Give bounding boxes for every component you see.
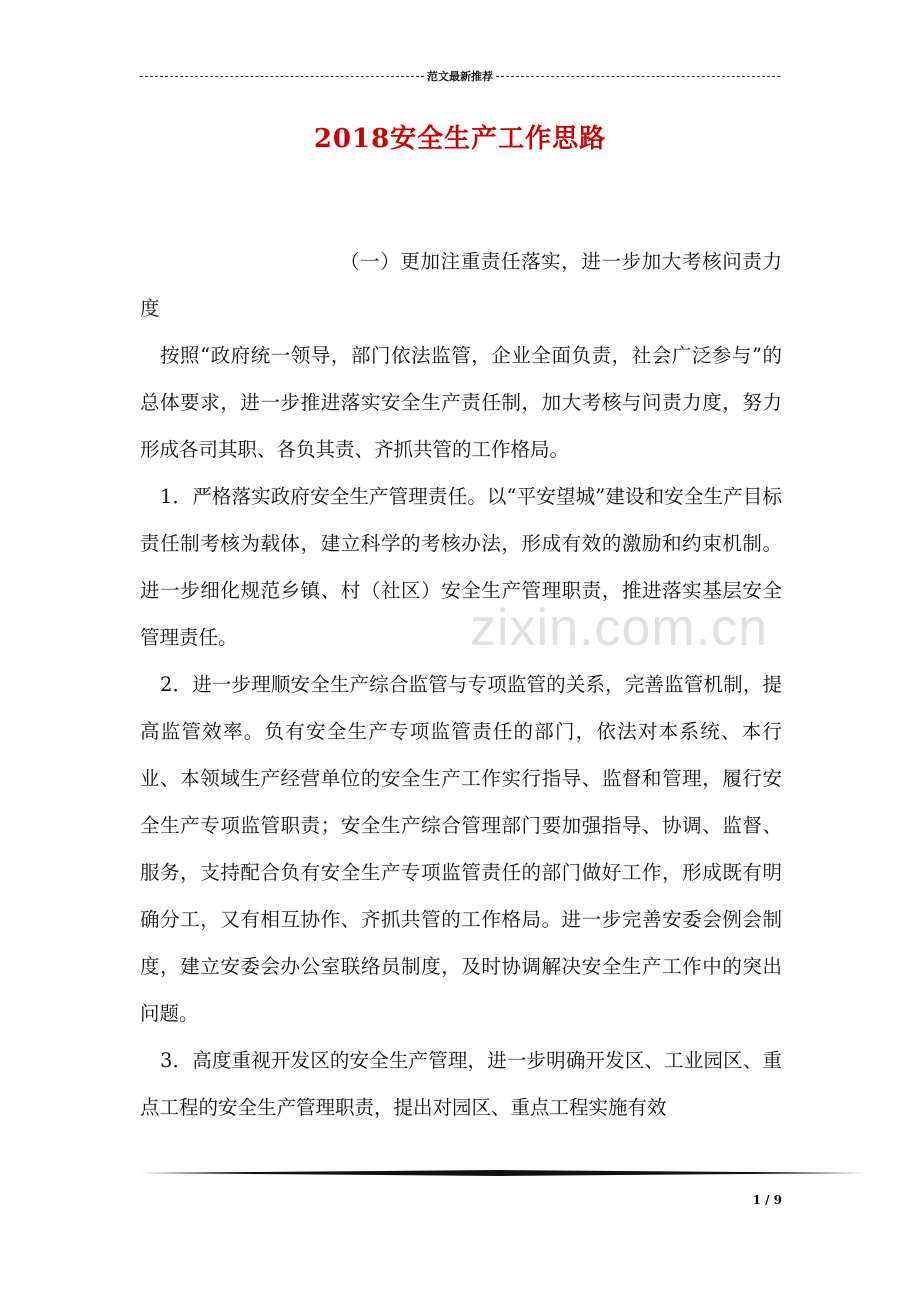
document-body — [140, 238, 782, 1131]
section-heading: （一）更加注重责任落实，进一步加大考核问责力度 — [140, 250, 782, 320]
watermark: zixin.com.cn — [470, 599, 769, 657]
page-number: 1 / 9 — [752, 1193, 782, 1207]
footer-rule — [140, 1170, 865, 1176]
footer-rule-shape — [140, 1170, 865, 1176]
page-header — [140, 66, 780, 86]
paragraph: 按照“政府统一领导，部门依法监管，企业全面负责，社会广泛参与”的总体要求，进一步推进落实安全生产责任制，加大考核与问责力度，努力形成各司其职、各负其责、齐抓共管的工作格局。 — [140, 344, 782, 461]
paragraph: 2．进一步理顺安全生产综合监管与专项监管的关系，完善监管机制，提高监管效率。负有安全生产专项监管责任的部门，依法对本系统、本行业、本领域生产经营单位的安全生产工作实行指导、监督和管理，履行安全生产专项监管职责；安全生产综合管理部门要加强指导、协调、监督、服务，支持配合负有安全生产专项监管责任的部门做好工作，形成既有明确分工，又有相互协作、齐抓共管的工作格局。进一步完善安委会例会制度，建立安委会办公室联络员制度，及时协调解决安全生产工作中的突出问题。 — [140, 673, 782, 1025]
document-title: 2018安全生产工作思路 — [313, 124, 607, 154]
header-label: 范文最新推荐 — [427, 71, 493, 83]
header-dash-right — [496, 76, 780, 77]
header-dash-left — [140, 76, 424, 77]
paragraph: 1．严格落实政府安全生产管理责任。以“平安望城”建设和安全生产目标责任制考核为载体，建立科学的考核办法，形成有效的激励和约束机制。进一步细化规范乡镇、村（社区）安全生产管理职责，推进落实基层安全管理责任。 — [140, 485, 782, 649]
paragraph: 3．高度重视开发区的安全生产管理，进一步明确开发区、工业园区、重点工程的安全生产管理职责，提出对园区、重点工程实施有效 — [140, 1049, 782, 1119]
